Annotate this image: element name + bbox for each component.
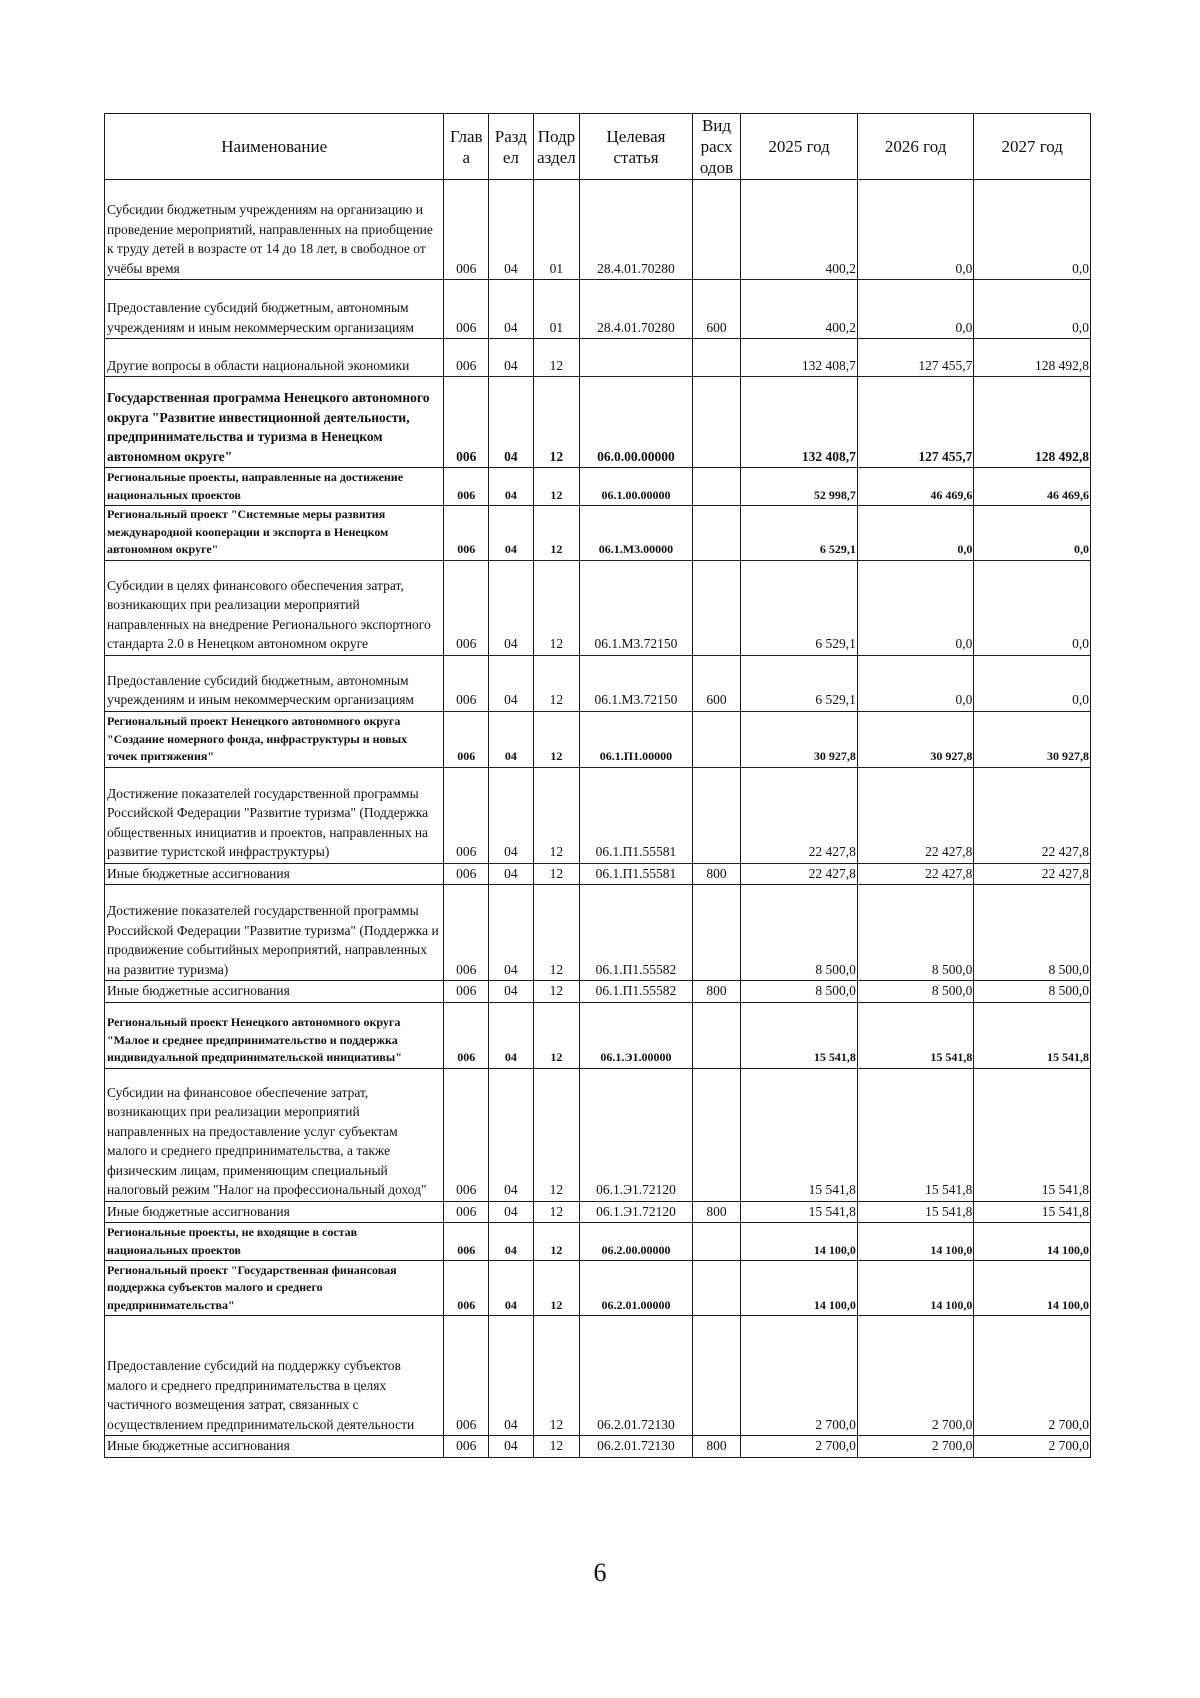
table-row bbox=[105, 767, 1091, 863]
row-podrazdel: 12 bbox=[533, 560, 580, 655]
row-razdel: 04 bbox=[489, 1002, 534, 1068]
row-name: Предоставление субсидий на поддержку субъектов малого и среднего предпринимательства в целях частичного возмещения затрат, связанных с осуществлением предпринимательской деятельности bbox=[105, 1316, 444, 1436]
row-razdel: 04 bbox=[489, 863, 534, 885]
row-vid: 800 bbox=[692, 1201, 741, 1223]
row-2026: 0,0 bbox=[857, 655, 974, 711]
row-glava: 006 bbox=[444, 1068, 489, 1201]
row-celevaya: 06.1.00.00000 bbox=[580, 468, 692, 506]
row-podrazdel: 12 bbox=[533, 711, 580, 767]
row-celevaya: 06.0.00.00000 bbox=[580, 377, 692, 468]
row-2025: 22 427,8 bbox=[741, 767, 858, 863]
row-podrazdel: 12 bbox=[533, 863, 580, 885]
row-2026: 15 541,8 bbox=[857, 1068, 974, 1201]
row-name: Достижение показателей государственной программы Российской Федерации "Развитие туризма" (Поддержка общественных инициатив и проектов, направленных на развитие туристской инфраструктуры) bbox=[105, 767, 444, 863]
row-celevaya: 06.1.П1.00000 bbox=[580, 711, 692, 767]
row-razdel: 04 bbox=[489, 1261, 534, 1316]
row-celevaya: 06.1.М3.72150 bbox=[580, 655, 692, 711]
row-vid bbox=[692, 1223, 741, 1261]
header-glava: Глав а bbox=[444, 114, 489, 180]
row-name: Предоставление субсидий бюджетным, автономным учреждениям и иным некоммерческим организациям bbox=[105, 655, 444, 711]
row-name: Региональные проекты, направленные на достижение национальных проектов bbox=[105, 468, 444, 506]
row-2027: 0,0 bbox=[974, 560, 1091, 655]
row-2025: 14 100,0 bbox=[741, 1223, 858, 1261]
row-2025: 400,2 bbox=[741, 280, 858, 339]
header-name: Наименование bbox=[105, 114, 444, 180]
row-2025: 6 529,1 bbox=[741, 655, 858, 711]
row-2025: 22 427,8 bbox=[741, 863, 858, 885]
row-name: Иные бюджетные ассигнования bbox=[105, 1201, 444, 1223]
row-2026: 15 541,8 bbox=[857, 1002, 974, 1068]
row-2025: 2 700,0 bbox=[741, 1316, 858, 1436]
row-name: Государственная программа Ненецкого автономного округа "Развитие инвестиционной деятельности, предпринимательства и туризма в Ненецком автономном округе" bbox=[105, 377, 444, 468]
row-2027: 2 700,0 bbox=[974, 1316, 1091, 1436]
row-glava: 006 bbox=[444, 560, 489, 655]
row-razdel: 04 bbox=[489, 981, 534, 1003]
row-podrazdel: 12 bbox=[533, 655, 580, 711]
row-2025: 2 700,0 bbox=[741, 1436, 858, 1458]
row-name: Субсидии на финансовое обеспечение затрат, возникающих при реализации мероприятий направленных на предоставление услуг субъектам малого и среднего предпринимательства, а также физическим лицам, применяющим специальный налоговый режим "Налог на профессиональный доход" bbox=[105, 1068, 444, 1201]
row-2027: 22 427,8 bbox=[974, 767, 1091, 863]
row-2025: 14 100,0 bbox=[741, 1261, 858, 1316]
row-glava: 006 bbox=[444, 1201, 489, 1223]
row-razdel: 04 bbox=[489, 655, 534, 711]
row-glava: 006 bbox=[444, 1002, 489, 1068]
row-vid bbox=[692, 885, 741, 981]
header-razdel: Разд ел bbox=[489, 114, 534, 180]
row-celevaya: 06.2.01.72130 bbox=[580, 1316, 692, 1436]
row-podrazdel: 12 bbox=[533, 1223, 580, 1261]
row-vid bbox=[692, 180, 741, 280]
row-razdel: 04 bbox=[489, 885, 534, 981]
row-2026: 14 100,0 bbox=[857, 1261, 974, 1316]
table-row bbox=[105, 180, 1091, 280]
row-2027: 128 492,8 bbox=[974, 339, 1091, 377]
row-glava: 006 bbox=[444, 863, 489, 885]
row-vid bbox=[692, 711, 741, 767]
row-2025: 132 408,7 bbox=[741, 377, 858, 468]
row-podrazdel: 12 bbox=[533, 468, 580, 506]
row-razdel: 04 bbox=[489, 339, 534, 377]
row-2027: 46 469,6 bbox=[974, 468, 1091, 506]
row-2027: 15 541,8 bbox=[974, 1002, 1091, 1068]
row-razdel: 04 bbox=[489, 180, 534, 280]
table-row bbox=[105, 1223, 1091, 1261]
row-2027: 0,0 bbox=[974, 506, 1091, 561]
row-razdel: 04 bbox=[489, 711, 534, 767]
header-celevaya: Целевая статья bbox=[580, 114, 692, 180]
row-razdel: 04 bbox=[489, 280, 534, 339]
table-row bbox=[105, 560, 1091, 655]
row-2025: 8 500,0 bbox=[741, 981, 858, 1003]
row-celevaya: 06.1.П1.55582 bbox=[580, 981, 692, 1003]
table-row bbox=[105, 280, 1091, 339]
row-celevaya: 28.4.01.70280 bbox=[580, 180, 692, 280]
row-2026: 46 469,6 bbox=[857, 468, 974, 506]
row-glava: 006 bbox=[444, 885, 489, 981]
row-podrazdel: 12 bbox=[533, 1436, 580, 1458]
table-row bbox=[105, 1068, 1091, 1201]
row-name: Достижение показателей государственной программы Российской Федерации "Развитие туризма" (Поддержка и продвижение событийных мероприятий, направленных на развитие туризма) bbox=[105, 885, 444, 981]
row-glava: 006 bbox=[444, 1261, 489, 1316]
row-celevaya: 06.1.М3.72150 bbox=[580, 560, 692, 655]
row-2027: 30 927,8 bbox=[974, 711, 1091, 767]
row-glava: 006 bbox=[444, 1223, 489, 1261]
row-glava: 006 bbox=[444, 180, 489, 280]
row-2025: 30 927,8 bbox=[741, 711, 858, 767]
row-razdel: 04 bbox=[489, 506, 534, 561]
row-vid: 800 bbox=[692, 863, 741, 885]
row-2027: 0,0 bbox=[974, 180, 1091, 280]
row-2026: 8 500,0 bbox=[857, 981, 974, 1003]
row-celevaya: 06.1.Э1.00000 bbox=[580, 1002, 692, 1068]
row-2026: 127 455,7 bbox=[857, 339, 974, 377]
row-razdel: 04 bbox=[489, 1223, 534, 1261]
row-podrazdel: 12 bbox=[533, 339, 580, 377]
row-celevaya: 06.1.П1.55581 bbox=[580, 863, 692, 885]
row-2025: 15 541,8 bbox=[741, 1002, 858, 1068]
row-name: Региональные проекты, не входящие в состав национальных проектов bbox=[105, 1223, 444, 1261]
row-podrazdel: 12 bbox=[533, 1261, 580, 1316]
row-celevaya: 06.1.П1.55582 bbox=[580, 885, 692, 981]
table-row bbox=[105, 377, 1091, 468]
row-podrazdel: 12 bbox=[533, 1068, 580, 1201]
row-vid bbox=[692, 1316, 741, 1436]
row-2026: 127 455,7 bbox=[857, 377, 974, 468]
row-vid bbox=[692, 560, 741, 655]
row-2027: 8 500,0 bbox=[974, 885, 1091, 981]
row-2025: 6 529,1 bbox=[741, 560, 858, 655]
row-celevaya: 06.1.Э1.72120 bbox=[580, 1068, 692, 1201]
row-2026: 30 927,8 bbox=[857, 711, 974, 767]
row-glava: 006 bbox=[444, 468, 489, 506]
row-celevaya bbox=[580, 339, 692, 377]
table-row bbox=[105, 655, 1091, 711]
row-2026: 0,0 bbox=[857, 560, 974, 655]
table-row bbox=[105, 885, 1091, 981]
row-vid bbox=[692, 1261, 741, 1316]
row-2026: 14 100,0 bbox=[857, 1223, 974, 1261]
row-podrazdel: 01 bbox=[533, 180, 580, 280]
row-glava: 006 bbox=[444, 377, 489, 468]
row-2025: 8 500,0 bbox=[741, 885, 858, 981]
budget-table bbox=[104, 113, 1091, 1458]
table-row bbox=[105, 863, 1091, 885]
header-row bbox=[105, 114, 1091, 180]
row-2027: 0,0 bbox=[974, 280, 1091, 339]
table-row bbox=[105, 506, 1091, 561]
table-row bbox=[105, 1316, 1091, 1436]
row-2026: 8 500,0 bbox=[857, 885, 974, 981]
row-razdel: 04 bbox=[489, 377, 534, 468]
row-vid: 800 bbox=[692, 1436, 741, 1458]
row-razdel: 04 bbox=[489, 767, 534, 863]
row-vid: 800 bbox=[692, 981, 741, 1003]
row-2026: 15 541,8 bbox=[857, 1201, 974, 1223]
row-vid bbox=[692, 767, 741, 863]
row-glava: 006 bbox=[444, 711, 489, 767]
row-celevaya: 06.2.01.00000 bbox=[580, 1261, 692, 1316]
row-razdel: 04 bbox=[489, 1068, 534, 1201]
row-razdel: 04 bbox=[489, 1436, 534, 1458]
row-podrazdel: 12 bbox=[533, 1201, 580, 1223]
row-2025: 15 541,8 bbox=[741, 1201, 858, 1223]
row-2027: 2 700,0 bbox=[974, 1436, 1091, 1458]
row-celevaya: 06.1.М3.00000 bbox=[580, 506, 692, 561]
table-row bbox=[105, 1261, 1091, 1316]
row-2027: 22 427,8 bbox=[974, 863, 1091, 885]
row-vid: 600 bbox=[692, 280, 741, 339]
row-podrazdel: 12 bbox=[533, 1316, 580, 1436]
row-name: Иные бюджетные ассигнования bbox=[105, 863, 444, 885]
row-podrazdel: 12 bbox=[533, 1002, 580, 1068]
row-celevaya: 06.2.01.72130 bbox=[580, 1436, 692, 1458]
row-2026: 0,0 bbox=[857, 280, 974, 339]
row-celevaya: 28.4.01.70280 bbox=[580, 280, 692, 339]
row-2027: 14 100,0 bbox=[974, 1261, 1091, 1316]
table-row bbox=[105, 468, 1091, 506]
table-row bbox=[105, 711, 1091, 767]
row-glava: 006 bbox=[444, 339, 489, 377]
row-glava: 006 bbox=[444, 767, 489, 863]
page-number: 6 bbox=[593, 1558, 607, 1587]
header-2026: 2026 год bbox=[857, 114, 974, 180]
row-2027: 14 100,0 bbox=[974, 1223, 1091, 1261]
row-vid bbox=[692, 1068, 741, 1201]
row-vid bbox=[692, 339, 741, 377]
row-glava: 006 bbox=[444, 280, 489, 339]
row-2026: 0,0 bbox=[857, 506, 974, 561]
row-vid bbox=[692, 377, 741, 468]
row-glava: 006 bbox=[444, 981, 489, 1003]
row-name: Субсидии в целях финансового обеспечения затрат, возникающих при реализации мероприятий направленных на внедрение Регионального экспортного стандарта 2.0 в Ненецком автономном округе bbox=[105, 560, 444, 655]
row-podrazdel: 01 bbox=[533, 280, 580, 339]
row-2026: 0,0 bbox=[857, 180, 974, 280]
table-row bbox=[105, 1002, 1091, 1068]
row-2026: 2 700,0 bbox=[857, 1436, 974, 1458]
row-2026: 22 427,8 bbox=[857, 863, 974, 885]
row-vid bbox=[692, 1002, 741, 1068]
row-2025: 6 529,1 bbox=[741, 506, 858, 561]
row-podrazdel: 12 bbox=[533, 885, 580, 981]
table-row bbox=[105, 1436, 1091, 1458]
row-vid bbox=[692, 506, 741, 561]
header-vid: Вид расх одов bbox=[692, 114, 741, 180]
row-2027: 8 500,0 bbox=[974, 981, 1091, 1003]
row-2027: 15 541,8 bbox=[974, 1068, 1091, 1201]
row-celevaya: 06.1.П1.55581 bbox=[580, 767, 692, 863]
row-glava: 006 bbox=[444, 1316, 489, 1436]
table-row bbox=[105, 1201, 1091, 1223]
row-razdel: 04 bbox=[489, 1316, 534, 1436]
row-razdel: 04 bbox=[489, 1201, 534, 1223]
header-2025: 2025 год bbox=[741, 114, 858, 180]
table-body bbox=[105, 180, 1091, 1458]
header-2027: 2027 год bbox=[974, 114, 1091, 180]
row-2025: 132 408,7 bbox=[741, 339, 858, 377]
row-name: Региональный проект "Системные меры развития международной кооперации и экспорта в Ненецком автономном округе" bbox=[105, 506, 444, 561]
row-razdel: 04 bbox=[489, 468, 534, 506]
row-name: Региональный проект "Государственная финансовая поддержка субъектов малого и среднего предпринимательства" bbox=[105, 1261, 444, 1316]
header-podrazdel: Подр аздел bbox=[533, 114, 580, 180]
table-row bbox=[105, 981, 1091, 1003]
row-2027: 128 492,8 bbox=[974, 377, 1091, 468]
row-2027: 0,0 bbox=[974, 655, 1091, 711]
row-2026: 2 700,0 bbox=[857, 1316, 974, 1436]
row-2025: 400,2 bbox=[741, 180, 858, 280]
row-podrazdel: 12 bbox=[533, 377, 580, 468]
row-vid: 600 bbox=[692, 655, 741, 711]
row-name: Иные бюджетные ассигнования bbox=[105, 1436, 444, 1458]
row-podrazdel: 12 bbox=[533, 767, 580, 863]
row-razdel: 04 bbox=[489, 560, 534, 655]
row-podrazdel: 12 bbox=[533, 506, 580, 561]
row-name: Предоставление субсидий бюджетным, автономным учреждениям и иным некоммерческим организациям bbox=[105, 280, 444, 339]
row-glava: 006 bbox=[444, 506, 489, 561]
row-name: Другие вопросы в области национальной экономики bbox=[105, 339, 444, 377]
row-vid bbox=[692, 468, 741, 506]
row-2027: 15 541,8 bbox=[974, 1201, 1091, 1223]
row-name: Региональный проект Ненецкого автономного округа "Создание номерного фонда, инфраструктуры и новых точек притяжения" bbox=[105, 711, 444, 767]
row-name: Региональный проект Ненецкого автономного округа "Малое и среднее предпринимательство и поддержка индивидуальной предпринимательской инициативы" bbox=[105, 1002, 444, 1068]
row-glava: 006 bbox=[444, 655, 489, 711]
row-name: Субсидии бюджетным учреждениям на организацию и проведение мероприятий, направленных на приобщение к труду детей в возрасте от 14 до 18 лет, в свободное от учёбы время bbox=[105, 180, 444, 280]
row-glava: 006 bbox=[444, 1436, 489, 1458]
row-2025: 52 998,7 bbox=[741, 468, 858, 506]
row-celevaya: 06.2.00.00000 bbox=[580, 1223, 692, 1261]
row-celevaya: 06.1.Э1.72120 bbox=[580, 1201, 692, 1223]
row-2026: 22 427,8 bbox=[857, 767, 974, 863]
row-name: Иные бюджетные ассигнования bbox=[105, 981, 444, 1003]
row-2025: 15 541,8 bbox=[741, 1068, 858, 1201]
table-row bbox=[105, 339, 1091, 377]
row-podrazdel: 12 bbox=[533, 981, 580, 1003]
